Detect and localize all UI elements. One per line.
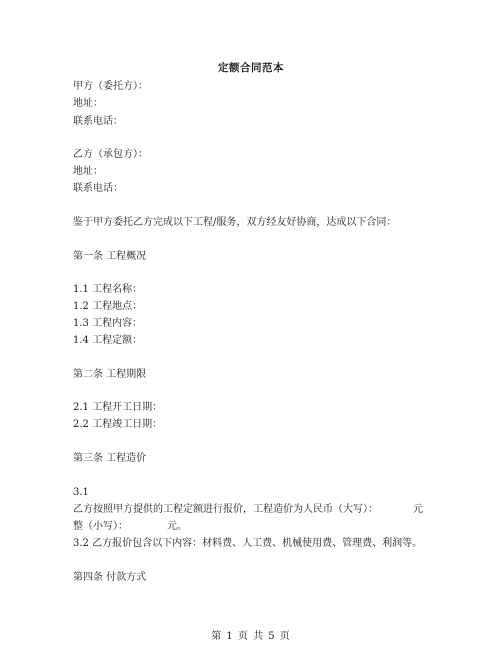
document-title: 定额合同范本	[218, 62, 284, 74]
article2-item: 2.2 工程竣工日期：	[73, 419, 163, 430]
party-a-phone: 联系电话：	[73, 116, 123, 127]
article3-yuan-upper: 元	[413, 504, 423, 515]
party-b-address: 地址：	[73, 166, 103, 177]
article1-item: 1.1 工程名称：	[73, 284, 143, 295]
article1-item: 1.3 工程内容：	[73, 318, 143, 329]
party-b-label: 乙方（承包方）：	[73, 149, 148, 160]
article1-item: 1.2 工程地点：	[73, 301, 143, 312]
article1-heading: 第一条 工程概况	[73, 251, 147, 262]
article3-text-line2: 整（小写）：	[73, 521, 128, 532]
article3-heading: 第三条 工程造价	[73, 453, 147, 464]
preamble: 鉴于甲方委托乙方完成以下工程/服务，双方经友好协商，达成以下合同：	[73, 217, 397, 228]
article3-yuan-lower: 元。	[167, 521, 187, 532]
party-a-label: 甲方（委托方）：	[73, 81, 148, 92]
article3-text-line1: 乙方按照甲方提供的工程定额进行报价，工程造价为人民币（大写）：	[73, 504, 378, 515]
party-b-phone: 联系电话：	[73, 183, 123, 194]
article2-heading: 第二条 工程期限	[73, 369, 147, 380]
article1-item: 1.4 工程定额：	[73, 335, 143, 346]
article3-number: 3.1	[73, 487, 89, 498]
party-a-address: 地址：	[73, 98, 103, 109]
page-footer: 第 1 页 共 5 页	[211, 631, 291, 642]
article2-item: 2.1 工程开工日期：	[73, 402, 163, 413]
article4-heading: 第四条 付款方式	[73, 572, 147, 583]
article3-item2: 3.2 乙方报价包含以下内容：材料费、人工费、机械使用费、管理费、利润等。	[73, 538, 423, 549]
